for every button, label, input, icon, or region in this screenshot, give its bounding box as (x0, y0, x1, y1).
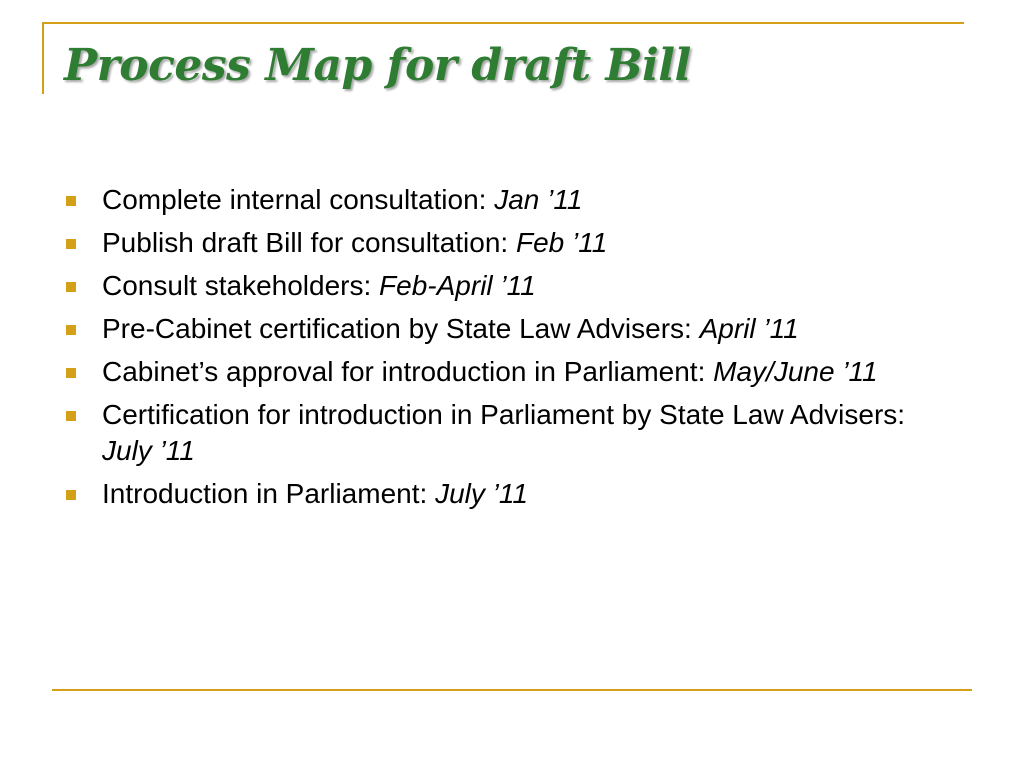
bullet-text: Pre-Cabinet certification by State Law Advisers: (102, 313, 700, 344)
frame-left-line (42, 22, 44, 94)
bullet-date: Feb-April ’11 (379, 270, 536, 301)
square-bullet-icon (66, 368, 76, 378)
bullet-item (64, 311, 944, 347)
square-bullet-icon (66, 282, 76, 292)
bullet-item (64, 397, 944, 469)
slide-title: Process Map for draft Bill (64, 40, 691, 91)
bullet-date: April ’11 (699, 313, 799, 344)
bullet-item (64, 354, 944, 390)
bullet-text: Introduction in Parliament: (102, 478, 436, 509)
bullet-text: Publish draft Bill for consultation: (102, 227, 516, 258)
bullet-date: Feb ’11 (515, 227, 608, 258)
bullet-item (64, 182, 944, 218)
square-bullet-icon (66, 196, 76, 206)
square-bullet-icon (66, 490, 76, 500)
bullet-list (64, 182, 944, 519)
bullet-item (64, 476, 944, 512)
frame-top-line (42, 22, 964, 24)
bullet-date: May/June ’11 (713, 356, 878, 387)
bullet-text: Cabinet’s approval for introduction in Parliament: (102, 356, 714, 387)
bullet-item (64, 225, 944, 261)
frame-bottom-line (52, 689, 972, 691)
bullet-text: Complete internal consultation: (102, 184, 495, 215)
bullet-date: July ’11 (102, 435, 195, 466)
bullet-date: Jan ’11 (494, 184, 583, 215)
bullet-item (64, 268, 944, 304)
bullet-date: July ’11 (435, 478, 528, 509)
bullet-text: Certification for introduction in Parliament by State Law Advisers: (102, 399, 906, 430)
bullet-text: Consult stakeholders: (102, 270, 380, 301)
square-bullet-icon (66, 239, 76, 249)
square-bullet-icon (66, 411, 76, 421)
square-bullet-icon (66, 325, 76, 335)
